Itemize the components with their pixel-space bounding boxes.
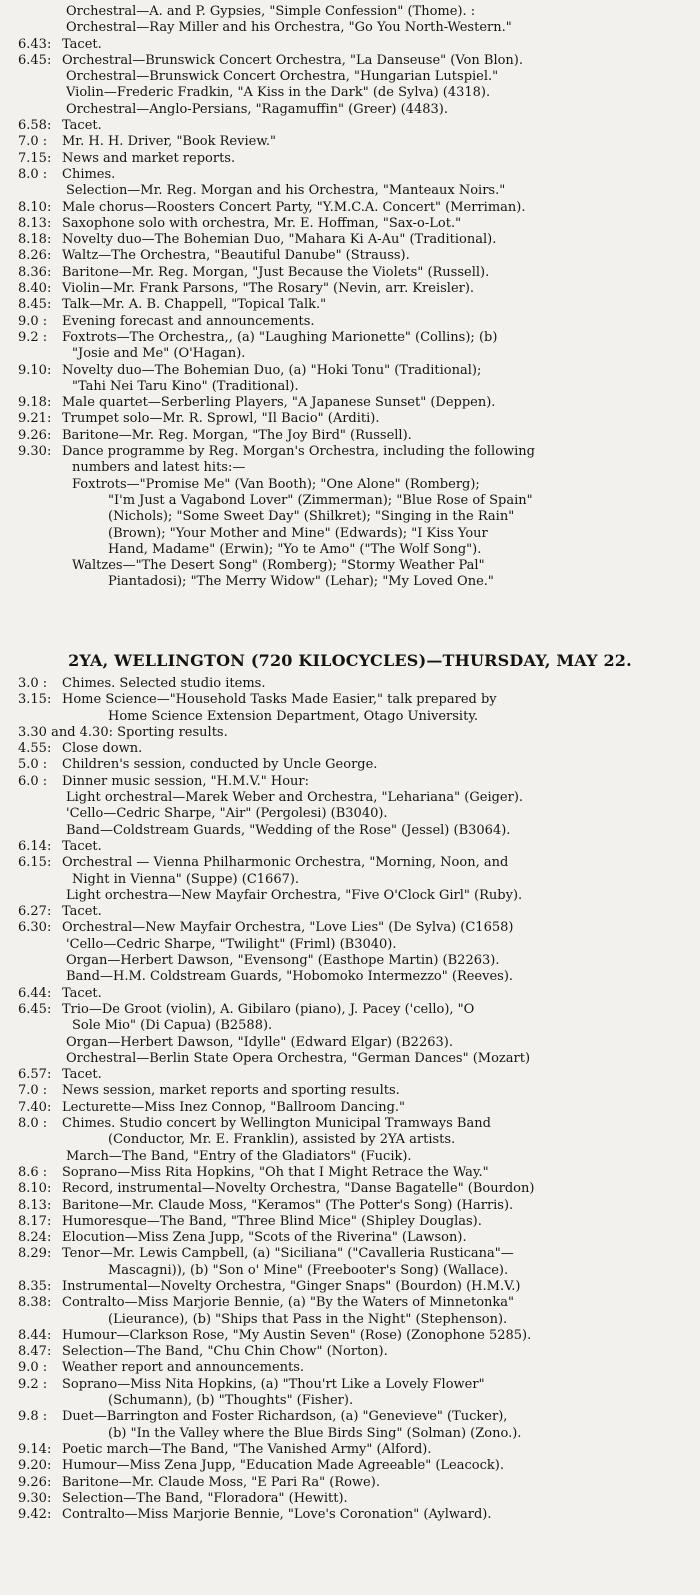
- programme-line: [0, 1393, 700, 1409]
- programme-item: Tenor—Mr. Lewis Campbell, (a) "Siciliana" ("Cavalleria Rusticana"—: [62, 1246, 514, 1262]
- programme-line: [0, 444, 700, 460]
- programme-item: 'Cello—Cedric Sharpe, "Air" (Pergolesi) (B3040).: [66, 806, 388, 822]
- programme-line: [0, 526, 700, 542]
- programme-line: [0, 937, 700, 953]
- programme-item: Waltzes—"The Desert Song" (Romberg); "Stormy Weather Pal": [72, 558, 485, 574]
- programme-time: 6.43:: [18, 36, 52, 52]
- wellington-programme-listing: [0, 676, 700, 1523]
- programme-time: 6.45:: [18, 52, 52, 68]
- programme-line: [0, 1230, 700, 1246]
- programme-item: Orchestral—Ray Miller and his Orchestra, "Go You North-Western.": [66, 20, 512, 36]
- programme-item: Trio—De Groot (violin), A. Gibilaro (piano), J. Pacey ('cello), "O: [62, 1001, 475, 1017]
- programme-time: 9.20:: [18, 1458, 52, 1474]
- programme-item: Home Science Extension Department, Otago University.: [108, 708, 479, 724]
- programme-line: [0, 709, 700, 725]
- programme-line: [0, 395, 700, 411]
- programme-time: 8.36:: [18, 264, 52, 280]
- programme-line: [0, 558, 700, 574]
- programme-time: 6.45:: [18, 1001, 52, 1017]
- programme-item: Weather report and announcements.: [62, 1360, 305, 1376]
- programme-line: [0, 346, 700, 362]
- programme-time: 8.35:: [18, 1278, 52, 1294]
- programme-item: Tacet.: [62, 838, 102, 854]
- programme-item: (Nichols); "Some Sweet Day" (Shilkret); "Singing in the Rain": [108, 509, 515, 525]
- programme-item: Children's session, conducted by Uncle George.: [62, 757, 378, 773]
- programme-time: 9.26:: [18, 427, 52, 443]
- programme-time: 6.58:: [18, 118, 52, 134]
- programme-line: [0, 806, 700, 822]
- programme-line: [0, 872, 700, 888]
- programme-time: 9.2 :: [18, 329, 48, 345]
- programme-time: 7.15:: [18, 150, 52, 166]
- programme-line: [0, 1051, 700, 1067]
- programme-time: 6.27:: [18, 904, 52, 920]
- programme-line: [0, 888, 700, 904]
- programme-item: "I'm Just a Vagabond Lover" (Zimmerman); "Blue Rose of Spain": [108, 492, 533, 508]
- programme-line: [0, 1279, 700, 1295]
- programme-item: Soprano—Miss Rita Hopkins, "Oh that I Might Retrace the Way.": [62, 1164, 489, 1180]
- programme-item: Poetic march—The Band, "The Vanished Army" (Alford).: [62, 1441, 432, 1457]
- programme-line: [0, 20, 700, 36]
- programme-time: 8.6 :: [18, 1164, 48, 1180]
- programme-line: [0, 134, 700, 150]
- programme-item: Orchestral — Vienna Philharmonic Orchestra, "Morning, Noon, and: [62, 855, 509, 871]
- programme-item: Foxtrots—"Promise Me" (Van Booth); "One Alone" (Romberg);: [72, 476, 480, 492]
- programme-line: [0, 692, 700, 708]
- programme-line: [0, 1312, 700, 1328]
- programme-item: Organ—Herbert Dawson, "Evensong" (Easthope Martin) (B2263).: [66, 953, 500, 969]
- programme-line: [0, 363, 700, 379]
- programme-item: Selection—Mr. Reg. Morgan and his Orchestra, "Manteaux Noirs.": [66, 183, 506, 199]
- programme-line: [0, 1409, 700, 1425]
- programme-line: [0, 53, 700, 69]
- programme-item: Tacet.: [62, 36, 102, 52]
- programme-line: [0, 37, 700, 53]
- programme-time: 8.24:: [18, 1230, 52, 1246]
- programme-line: [0, 1344, 700, 1360]
- programme-line: [0, 1360, 700, 1376]
- programme-time: 8.13:: [18, 1197, 52, 1213]
- programme-item: Baritone—Mr. Reg. Morgan, "The Joy Bird" (Russell).: [62, 427, 412, 443]
- programme-line: [0, 477, 700, 493]
- programme-line: [0, 1491, 700, 1507]
- top-programme-listing: [0, 4, 700, 591]
- programme-line: [0, 986, 700, 1002]
- programme-line: [0, 460, 700, 476]
- programme-item: Baritone—Mr. Claude Moss, "Keramos" (The Potter's Song) (Harris).: [62, 1197, 514, 1213]
- programme-item: News session, market reports and sporting results.: [62, 1083, 400, 1099]
- programme-item: Home Science—"Household Tasks Made Easier," talk prepared by: [62, 692, 497, 708]
- programme-time: 9.26:: [18, 1474, 52, 1490]
- programme-time: 8.13:: [18, 215, 52, 231]
- programme-line: [0, 1067, 700, 1083]
- programme-item: Soprano—Miss Nita Hopkins, (a) "Thou'rt Like a Lovely Flower": [62, 1376, 485, 1392]
- programme-line: [0, 1377, 700, 1393]
- programme-item: Piantadosi); "The Merry Widow" (Lehar); "My Loved One.": [108, 574, 494, 590]
- programme-time: 9.30:: [18, 1490, 52, 1506]
- programme-line: [0, 1149, 700, 1165]
- programme-line: [0, 1328, 700, 1344]
- programme-time: 6.30:: [18, 920, 52, 936]
- programme-item: Contralto—Miss Marjorie Bennie, (a) "By the Waters of Minnetonka": [62, 1295, 515, 1311]
- programme-line: [0, 542, 700, 558]
- programme-item: Record, instrumental—Novelty Orchestra, "Danse Bagatelle" (Bourdon): [62, 1181, 535, 1197]
- programme-line: [0, 216, 700, 232]
- programme-line: [0, 1246, 700, 1262]
- station-heading: 2YA, WELLINGTON (720 KILOCYCLES)—THURSDAY, MAY 22.: [68, 651, 632, 670]
- programme-line: [0, 69, 700, 85]
- programme-time: 9.0 :: [18, 313, 48, 329]
- programme-line: [0, 1442, 700, 1458]
- programme-time: 8.40:: [18, 281, 52, 297]
- programme-line: [0, 1165, 700, 1181]
- programme-line: [0, 1018, 700, 1034]
- programme-item: Novelty duo—The Bohemian Duo, (a) "Hoki Tonu" (Traditional);: [62, 362, 482, 378]
- programme-time: 5.0 :: [18, 757, 48, 773]
- programme-time: 6.0 :: [18, 773, 48, 789]
- programme-line: [0, 1198, 700, 1214]
- programme-time: 9.18:: [18, 395, 52, 411]
- programme-time: 8.44:: [18, 1327, 52, 1343]
- programme-item: Band—Coldstream Guards, "Wedding of the Rose" (Jessel) (B3064).: [66, 822, 511, 838]
- programme-line: [0, 102, 700, 118]
- programme-line: [0, 1507, 700, 1523]
- programme-line: [0, 4, 700, 20]
- programme-item: numbers and latest hits:—: [72, 460, 246, 476]
- programme-line: [0, 855, 700, 871]
- programme-time: 9.8 :: [18, 1409, 48, 1425]
- programme-time: 9.0 :: [18, 1360, 48, 1376]
- programme-item: Evening forecast and announcements.: [62, 313, 315, 329]
- programme-line: [0, 790, 700, 806]
- programme-time: 7.0 :: [18, 1083, 48, 1099]
- programme-item: Saxophone solo with orchestra, Mr. E. Hoffman, "Sax-o-Lot.": [62, 215, 462, 231]
- programme-item: Chimes. Studio concert by Wellington Municipal Tramways Band: [62, 1116, 491, 1132]
- programme-item: Organ—Herbert Dawson, "Idylle" (Edward Elgar) (B2263).: [66, 1034, 453, 1050]
- programme-time: 6.15:: [18, 855, 52, 871]
- programme-item: Male chorus—Roosters Concert Party, "Y.M.C.A. Concert" (Merriman).: [62, 199, 526, 215]
- programme-item: Instrumental—Novelty Orchestra, "Ginger Snaps" (Bourdon) (H.M.V.): [62, 1278, 521, 1294]
- programme-item: Orchestral—New Mayfair Orchestra, "Love Lies" (De Sylva) (C1658): [62, 920, 514, 936]
- programme-line: [0, 969, 700, 985]
- programme-line: [0, 823, 700, 839]
- programme-line: [0, 118, 700, 134]
- programme-line: [0, 85, 700, 101]
- programme-time: 9.10:: [18, 362, 52, 378]
- programme-time: 8.18:: [18, 232, 52, 248]
- programme-item: Humoresque—The Band, "Three Blind Mice" (Shipley Douglas).: [62, 1213, 482, 1229]
- programme-line: [0, 920, 700, 936]
- programme-line: [0, 428, 700, 444]
- programme-item: Orchestral—Anglo-Persians, "Ragamuffin" (Greer) (4483).: [66, 101, 448, 117]
- programme-time: 9.21:: [18, 411, 52, 427]
- programme-item: Dance programme by Reg. Morgan's Orchestra, including the following: [62, 444, 535, 460]
- programme-line: [0, 151, 700, 167]
- programme-time: 7.40:: [18, 1099, 52, 1115]
- programme-item: Mascagni)), (b) "Son o' Mine" (Freebooter's Song) (Wallace).: [108, 1262, 509, 1278]
- programme-item: Humour—Miss Zena Jupp, "Education Made Agreeable" (Leacock).: [62, 1458, 504, 1474]
- programme-item: (Schumann), (b) "Thoughts" (Fisher).: [108, 1393, 354, 1409]
- programme-item: 3.30 and 4.30: Sporting results.: [18, 724, 228, 740]
- programme-time: 8.17:: [18, 1213, 52, 1229]
- programme-item: Orchestral—A. and P. Gypsies, "Simple Confession" (Thome). :: [66, 4, 476, 19]
- programme-time: 6.57:: [18, 1067, 52, 1083]
- programme-item: Humour—Clarkson Rose, "My Austin Seven" (Rose) (Zonophone 5285).: [62, 1327, 532, 1343]
- programme-item: Light orchestral—Marek Weber and Orchestra, "Lehariana" (Geiger).: [66, 790, 524, 806]
- programme-item: Tacet.: [62, 1067, 102, 1083]
- programme-item: March—The Band, "Entry of the Gladiators" (Fucik).: [66, 1148, 412, 1164]
- programme-time: 3.0 :: [18, 676, 48, 691]
- programme-line: [0, 1475, 700, 1491]
- programme-line: [0, 1214, 700, 1230]
- programme-line: [0, 314, 700, 330]
- programme-time: 8.45:: [18, 297, 52, 313]
- programme-item: Contralto—Miss Marjorie Bennie, "Love's Coronation" (Aylward).: [62, 1507, 492, 1523]
- programme-time: 3.15:: [18, 692, 52, 708]
- programme-line: [0, 1426, 700, 1442]
- programme-line: [0, 281, 700, 297]
- programme-time: 7.0 :: [18, 134, 48, 150]
- programme-item: "Tahi Nei Taru Kino" (Traditional).: [72, 378, 299, 394]
- programme-item: (b) "In the Valley where the Blue Birds Sing" (Solman) (Zono.).: [108, 1425, 522, 1441]
- programme-line: [0, 1100, 700, 1116]
- programme-item: Hand, Madame" (Erwin); "Yo te Amo" ("The Wolf Song").: [108, 541, 482, 557]
- programme-item: Tacet.: [62, 904, 102, 920]
- programme-item: (Lieurance), (b) "Ships that Pass in the Night" (Stephenson).: [108, 1311, 508, 1327]
- programme-line: [0, 757, 700, 773]
- programme-item: Novelty duo—The Bohemian Duo, "Mahara Ki A-Au" (Traditional).: [62, 232, 497, 248]
- programme-time: 9.2 :: [18, 1376, 48, 1392]
- programme-line: [0, 183, 700, 199]
- programme-line: [0, 200, 700, 216]
- programme-time: 8.10:: [18, 199, 52, 215]
- programme-line: [0, 379, 700, 395]
- programme-line: [0, 248, 700, 264]
- programme-item: Tacet.: [62, 118, 102, 134]
- programme-item: "Josie and Me" (O'Hagan).: [72, 346, 246, 362]
- programme-line: [0, 509, 700, 525]
- programme-item: Lecturette—Miss Inez Connop, "Ballroom Dancing.": [62, 1099, 406, 1115]
- programme-time: 4.55:: [18, 741, 52, 757]
- programme-line: [0, 1116, 700, 1132]
- programme-line: [0, 1083, 700, 1099]
- programme-item: Violin—Frederic Fradkin, "A Kiss in the Dark" (de Sylva) (4318).: [66, 85, 491, 101]
- programme-line: [0, 411, 700, 427]
- programme-time: 6.44:: [18, 985, 52, 1001]
- programme-line: [0, 741, 700, 757]
- programme-item: Trumpet solo—Mr. R. Sprowl, "Il Bacio" (Arditi).: [62, 411, 380, 427]
- programme-item: Waltz—The Orchestra, "Beautiful Danube" (Strauss).: [62, 248, 410, 264]
- programme-item: Male quartet—Serberling Players, "A Japanese Sunset" (Deppen).: [62, 395, 496, 411]
- programme-item: (Conductor, Mr. E. Franklin), assisted by 2YA artists.: [108, 1132, 456, 1148]
- programme-line: [0, 493, 700, 509]
- programme-item: Duet—Barrington and Foster Richardson, (a) "Genevieve" (Tucker),: [62, 1409, 508, 1425]
- programme-item: Selection—The Band, "Chu Chin Chow" (Norton).: [62, 1344, 388, 1360]
- programme-line: [0, 167, 700, 183]
- programme-time: 9.14:: [18, 1441, 52, 1457]
- programme-line: [0, 839, 700, 855]
- programme-item: Orchestral—Berlin State Opera Orchestra, "German Dances" (Mozart): [66, 1050, 531, 1066]
- programme-line: [0, 265, 700, 281]
- programme-line: [0, 676, 700, 692]
- programme-item: Baritone—Mr. Reg. Morgan, "Just Because the Violets" (Russell).: [62, 264, 490, 280]
- programme-time: 8.29:: [18, 1246, 52, 1262]
- programme-item: Selection—The Band, "Floradora" (Hewitt).: [62, 1490, 348, 1506]
- programme-time: 9.30:: [18, 444, 52, 460]
- programme-line: [0, 725, 700, 741]
- programme-item: Light orchestra—New Mayfair Orchestra, "Five O'Clock Girl" (Ruby).: [66, 887, 523, 903]
- programme-item: News and market reports.: [62, 150, 236, 166]
- programme-item: 'Cello—Cedric Sharpe, "Twilight" (Friml) (B3040).: [66, 936, 397, 952]
- programme-line: [0, 953, 700, 969]
- programme-line: [0, 1035, 700, 1051]
- programme-time: 8.47:: [18, 1344, 52, 1360]
- programme-line: [0, 330, 700, 346]
- programme-line: [0, 1002, 700, 1018]
- programme-item: (Brown); "Your Mother and Mine" (Edwards); "I Kiss Your: [108, 525, 488, 541]
- programme-item: Close down.: [62, 741, 143, 757]
- programme-line: [0, 574, 700, 590]
- programme-time: 6.14:: [18, 838, 52, 854]
- programme-item: Violin—Mr. Frank Parsons, "The Rosary" (Nevin, arr. Kreisler).: [62, 281, 475, 297]
- programme-line: [0, 774, 700, 790]
- programme-time: 8.38:: [18, 1295, 52, 1311]
- programme-line: [0, 1181, 700, 1197]
- programme-item: Mr. H. H. Driver, "Book Review.": [62, 134, 277, 150]
- programme-time: 9.42:: [18, 1507, 52, 1523]
- programme-item: Sole Mio" (Di Capua) (B2588).: [72, 1018, 273, 1034]
- programme-item: Dinner music session, "H.M.V." Hour:: [62, 773, 310, 789]
- programme-time: 8.0 :: [18, 166, 48, 182]
- programme-item: Chimes. Selected studio items.: [62, 676, 266, 691]
- programme-time: 8.26:: [18, 248, 52, 264]
- programme-time: 8.10:: [18, 1181, 52, 1197]
- programme-item: Orchestral—Brunswick Concert Orchestra, "La Danseuse" (Von Blon).: [62, 52, 523, 68]
- programme-item: Foxtrots—The Orchestra,, (a) "Laughing Marionette" (Collins); (b): [62, 329, 498, 345]
- programme-item: Tacet.: [62, 985, 102, 1001]
- programme-line: [0, 1263, 700, 1279]
- programme-time: 8.0 :: [18, 1116, 48, 1132]
- programme-item: Night in Vienna" (Suppe) (C1667).: [72, 871, 300, 887]
- programme-line: [0, 1295, 700, 1311]
- programme-item: Talk—Mr. A. B. Chappell, "Topical Talk.": [62, 297, 327, 313]
- programme-item: Chimes.: [62, 166, 116, 182]
- programme-item: Orchestral—Brunswick Concert Orchestra, "Hungarian Lutspiel.": [66, 69, 499, 85]
- programme-line: [0, 1132, 700, 1148]
- programme-item: Elocution—Miss Zena Jupp, "Scots of the Riverina" (Lawson).: [62, 1230, 467, 1246]
- programme-item: Baritone—Mr. Claude Moss, "E Pari Ra" (Rowe).: [62, 1474, 380, 1490]
- programme-line: [0, 297, 700, 313]
- programme-line: [0, 232, 700, 248]
- programme-line: [0, 904, 700, 920]
- programme-item: Band—H.M. Coldstream Guards, "Hobomoko Intermezzo" (Reeves).: [66, 969, 514, 985]
- programme-line: [0, 1458, 700, 1474]
